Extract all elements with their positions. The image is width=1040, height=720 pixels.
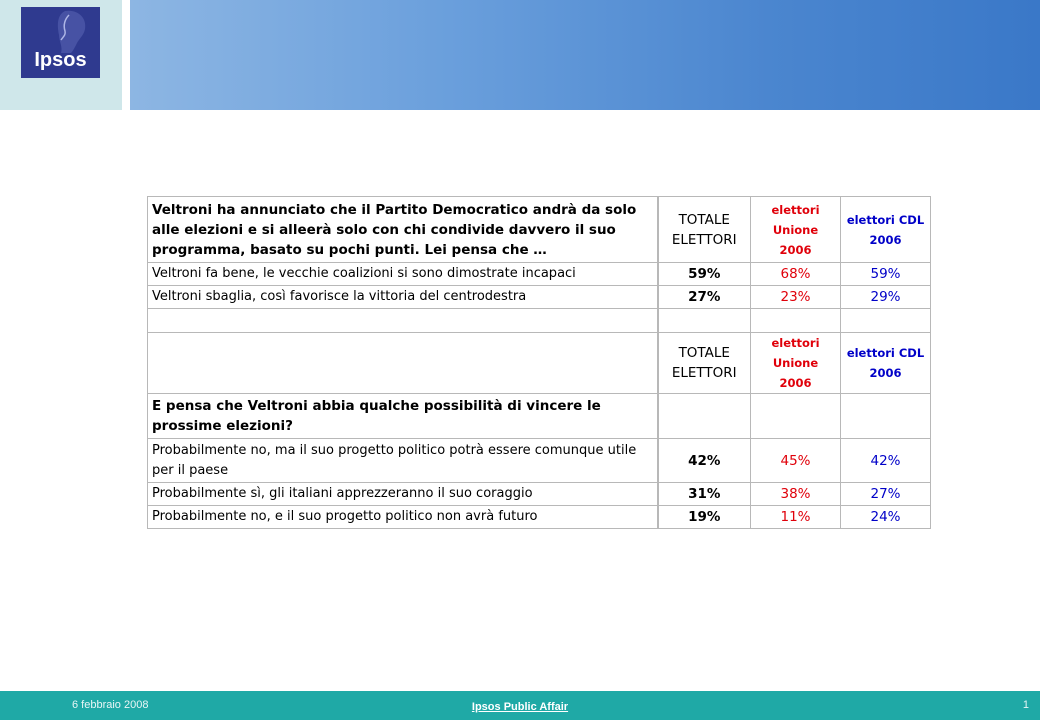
q2-row2-unione: 38%	[751, 483, 841, 506]
q2-row3-unione: 11%	[751, 506, 841, 529]
q1-row2-label: Veltroni sbaglia, così favorisce la vittoria del centrodestra	[148, 286, 658, 309]
q2-question-row	[148, 394, 931, 439]
table-row	[148, 439, 931, 483]
table-row	[148, 263, 931, 286]
q2-row1-cdl: 42%	[841, 439, 931, 483]
q1-question: Veltroni ha annunciato che il Partito Democratico andrà da solo alle elezioni e si alleerà solo con chi condivide davvero il suo programma, basato su pochi punti. Lei pensa che …	[148, 197, 658, 263]
footer-link[interactable]: Ipsos Public Affair	[471, 701, 569, 713]
q2-row2-label: Probabilmente sì, gli italiani apprezzeranno il suo coraggio	[148, 483, 658, 506]
q1-row1-label: Veltroni fa bene, le vecchie coalizioni si sono dimostrate incapaci	[148, 263, 658, 286]
q2-row3-cdl: 24%	[841, 506, 931, 529]
q2-col-unione: elettori Unione 2006	[751, 333, 841, 394]
footer-date: 6 febbraio 2008	[72, 699, 149, 711]
table-row	[148, 506, 931, 529]
table-row	[148, 286, 931, 309]
q1-row1-totale: 59%	[658, 263, 751, 286]
q1-col-unione: elettori Unione 2006	[751, 197, 841, 263]
q1-row2-totale: 27%	[658, 286, 751, 309]
header-gap	[122, 0, 130, 110]
q2-question: E pensa che Veltroni abbia qualche possibilità di vincere le prossime elezioni?	[148, 394, 658, 439]
survey-table	[147, 196, 931, 529]
page-number: 1	[1022, 699, 1029, 711]
q2-row3-label: Probabilmente no, e il suo progetto politico non avrà futuro	[148, 506, 658, 529]
q2-colhead-row	[148, 333, 931, 394]
q2-row3-totale: 19%	[658, 506, 751, 529]
header-banner	[130, 0, 1040, 110]
q1-row1-cdl: 59%	[841, 263, 931, 286]
q2-row2-totale: 31%	[658, 483, 751, 506]
q2-row1-totale: 42%	[658, 439, 751, 483]
q2-col-cdl: elettori CDL 2006	[841, 333, 931, 394]
q1-col-totale: TOTALE ELETTORI	[658, 197, 751, 263]
q1-row2-unione: 23%	[751, 286, 841, 309]
q2-row1-unione: 45%	[751, 439, 841, 483]
q2-row2-cdl: 27%	[841, 483, 931, 506]
q1-header-row	[148, 197, 931, 263]
table-row	[148, 483, 931, 506]
q1-row2-cdl: 29%	[841, 286, 931, 309]
logo-text: Ipsos	[34, 49, 87, 71]
q1-col-cdl: elettori CDL 2006	[841, 197, 931, 263]
q1-row1-unione: 68%	[751, 263, 841, 286]
q2-col-totale: TOTALE ELETTORI	[658, 333, 751, 394]
ipsos-logo	[21, 7, 100, 78]
spacer-row	[148, 309, 931, 333]
q2-row1-label: Probabilmente no, ma il suo progetto politico potrà essere comunque utile per il paese	[148, 439, 658, 483]
footer-bar	[0, 691, 1040, 720]
